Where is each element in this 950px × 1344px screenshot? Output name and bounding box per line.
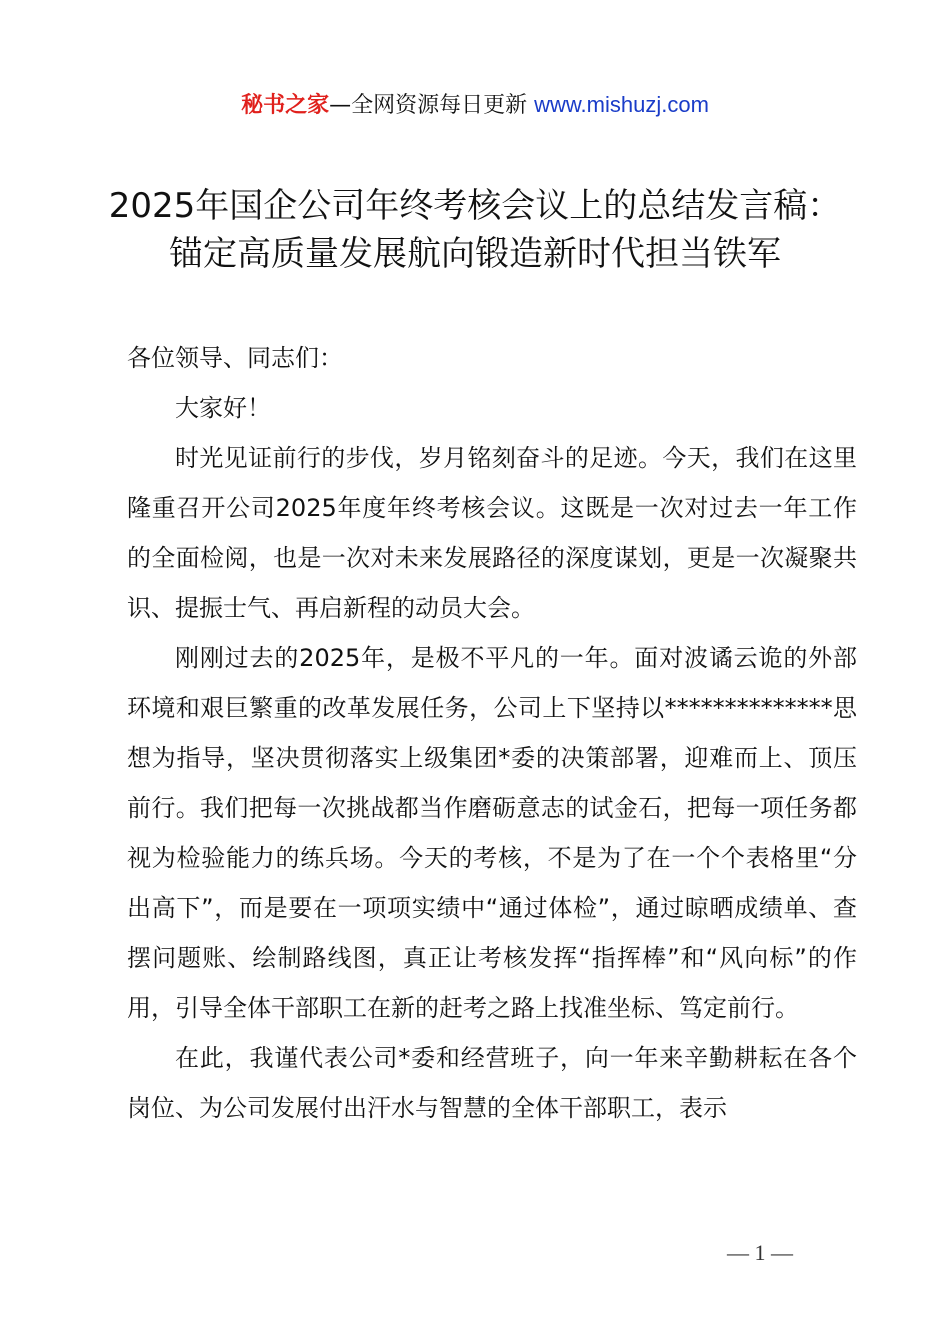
paragraph: 时光见证前行的步伐，岁月铭刻奋斗的足迹。今天，我们在这里隆重召开公司2025年度年终考核会议。这既是一次对过去一年工作的全面检阅，也是一次对未来发展路径的深度谋划，更是一次凝聚共识、提振士气、再启新程的动员大会。 bbox=[127, 444, 857, 622]
paragraph: 在此，我谨代表公司*委和经营班子，向一年来辛勤耕耘在各个岗位、为公司发展付出汗水与智慧的全体干部职工，表示 bbox=[127, 1044, 857, 1122]
salutation: 各位领导、同志们： bbox=[127, 344, 343, 372]
document-title: 2025年国企公司年终考核会议上的总结发言稿：锚定高质量发展航向锻造新时代担当铁军 bbox=[108, 186, 842, 274]
header-tagline: —全网资源每日更新 bbox=[329, 93, 535, 118]
header-url: www.mishuzj.com bbox=[534, 92, 709, 117]
page-number: — 1 — bbox=[727, 1240, 793, 1265]
brand-name: 秘书之家 bbox=[241, 93, 330, 118]
paragraph: 刚刚过去的2025年，是极不平凡的一年。面对波谲云诡的外部环境和艰巨繁重的改革发展任务，公司上下坚持以**************思想为指导，坚决贯彻落实上级集团*委的决策部署，迎难而上、顶压前行。我们把每一次挑战都当作磨砺意志的试金石，把每一项任务都视为检验能力的练兵场。今天的考核，不是为了在一个个表格里“分出高下”，而是要在一项项实绩中“通过体检”，通过晾晒成绩单、查摆问题账、绘制路线图，真正让考核发挥“指挥棒”和“风向标”的作用，引导全体干部职工在新的赶考之路上找准坐标、笃定前行。 bbox=[127, 644, 857, 1022]
paragraph: 大家好！ bbox=[175, 394, 271, 422]
document-body bbox=[127, 333, 857, 1133]
watermark-header bbox=[0, 88, 950, 123]
